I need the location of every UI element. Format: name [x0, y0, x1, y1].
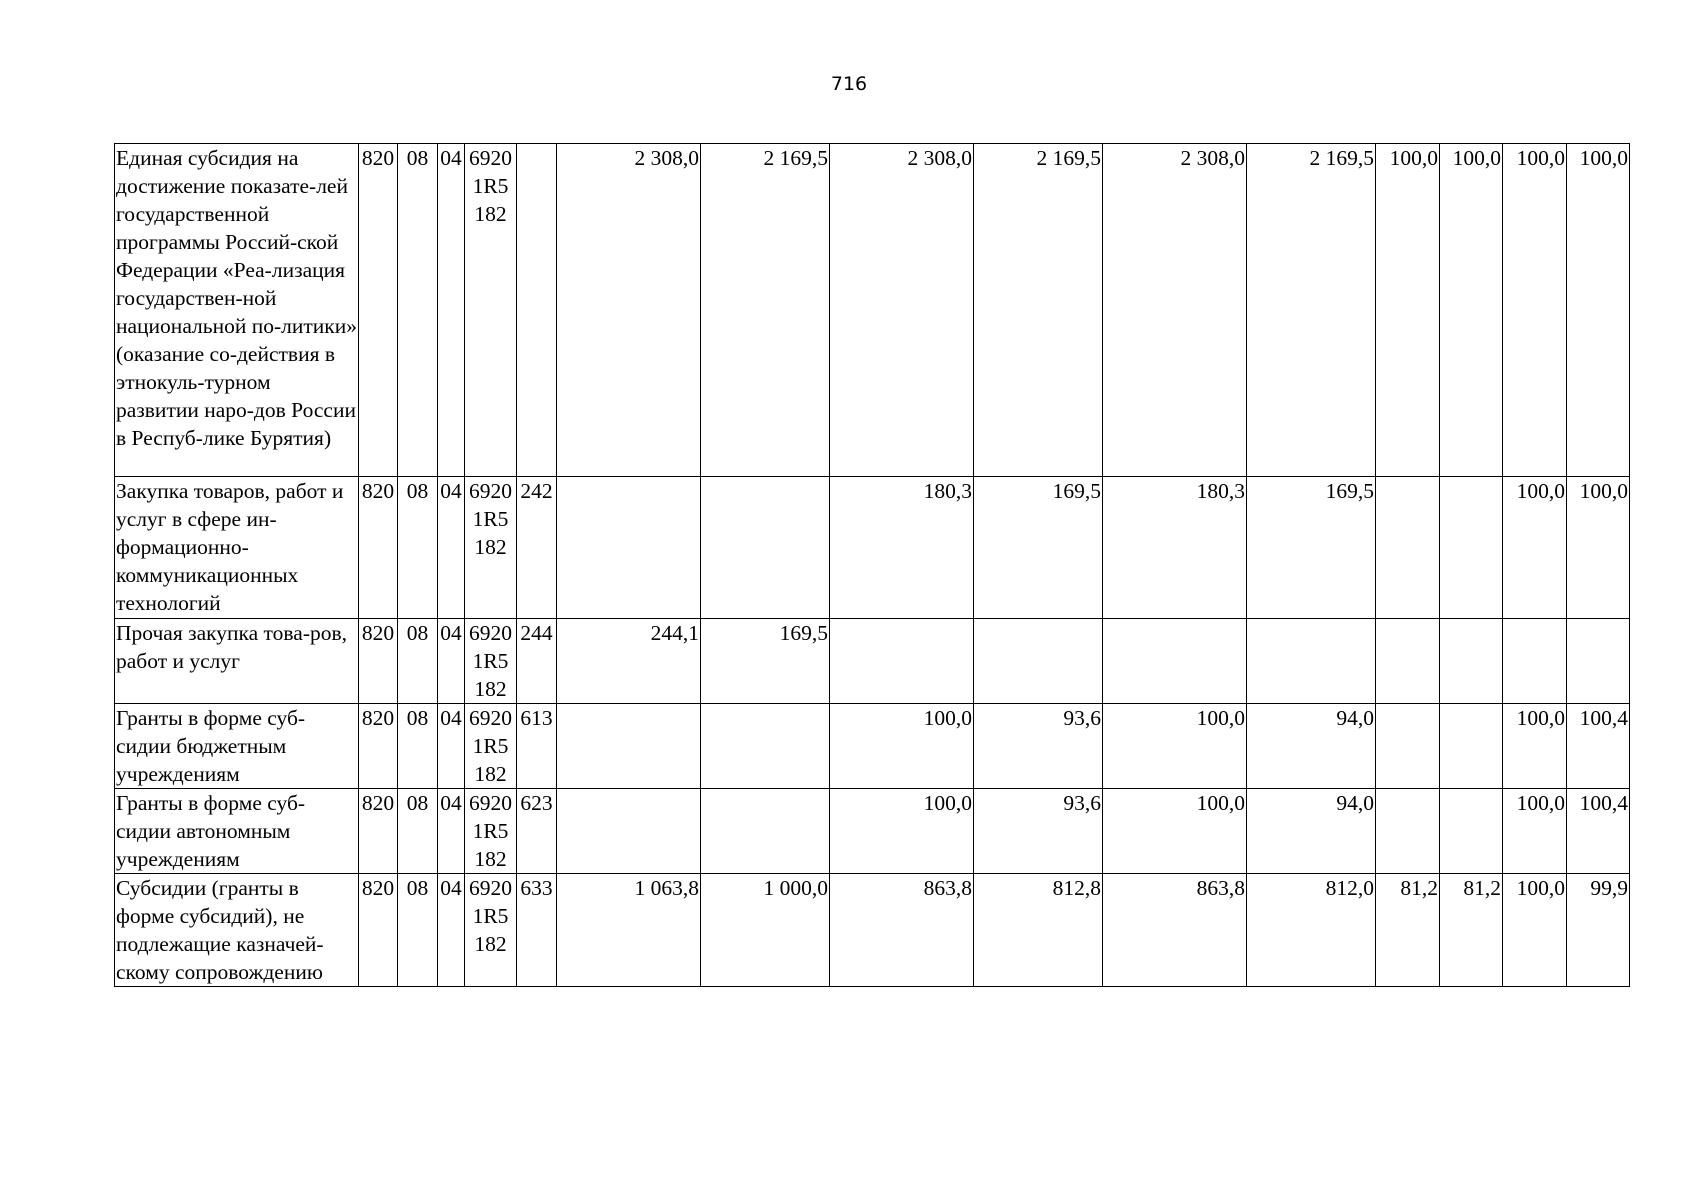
- ved-code-cell: 820: [359, 477, 398, 619]
- value-5-cell: 863,8: [1103, 874, 1247, 987]
- target-article-part: 182: [474, 677, 507, 701]
- percent-4-cell: 99,9: [1567, 874, 1630, 987]
- section-code-cell: 08: [398, 704, 438, 789]
- target-article-part: 1R5: [472, 174, 509, 198]
- value-4-cell: 169,5: [974, 477, 1103, 619]
- row-name-cell: Прочая закупка това-ров, работ и услуг: [115, 619, 359, 704]
- subsection-code-cell: 04: [438, 477, 465, 619]
- value-1-cell: 2 308,0: [557, 144, 701, 477]
- target-article-cell: [465, 477, 517, 619]
- table-row: [115, 619, 1630, 704]
- row-name-cell: Закупка товаров, работ и услуг в сфере ин-формационно-коммуникационных технологий: [115, 477, 359, 619]
- percent-4-cell: 100,0: [1567, 477, 1630, 619]
- row-name-cell: Единая субсидия на достижение показате-лей государственной программы Россий-ской Федерации «Реа-лизация государствен-ной национальной по-литики» (оказание со-действия в этнокуль-турном развитии наро-дов России в Респуб-лике Бурятия): [115, 144, 359, 477]
- table-row: [115, 144, 1630, 477]
- value-2-cell: 169,5: [701, 619, 830, 704]
- value-2-cell: 1 000,0: [701, 874, 830, 987]
- target-article-part: 1R5: [472, 649, 509, 673]
- target-article-cell: [465, 619, 517, 704]
- percent-3-cell: 100,0: [1503, 144, 1567, 477]
- percent-2-cell: 81,2: [1440, 874, 1503, 987]
- table-body: [115, 144, 1630, 987]
- value-6-cell: 812,0: [1247, 874, 1376, 987]
- row-name-cell: Гранты в форме суб-сидии автономным учреждениям: [115, 789, 359, 874]
- expense-type-cell: 613: [517, 704, 557, 789]
- target-article-part: 182: [474, 535, 507, 559]
- percent-3-cell: [1503, 619, 1567, 704]
- percent-1-cell: [1376, 704, 1440, 789]
- percent-1-cell: [1376, 619, 1440, 704]
- percent-4-cell: 100,0: [1567, 144, 1630, 477]
- target-article-part: 182: [474, 202, 507, 226]
- row-name-cell: Гранты в форме суб-сидии бюджетным учреждениям: [115, 704, 359, 789]
- target-article-part: 6920: [469, 479, 512, 503]
- value-3-cell: 100,0: [830, 789, 974, 874]
- target-article-part: 1R5: [472, 734, 509, 758]
- expense-type-cell: 244: [517, 619, 557, 704]
- target-article-part: 6920: [469, 706, 512, 730]
- value-4-cell: 812,8: [974, 874, 1103, 987]
- percent-4-cell: 100,4: [1567, 789, 1630, 874]
- value-6-cell: 94,0: [1247, 704, 1376, 789]
- value-6-cell: 94,0: [1247, 789, 1376, 874]
- row-name-cell: Субсидии (гранты в форме субсидий), не подлежащие казначей-скому сопровождению: [115, 874, 359, 987]
- percent-2-cell: [1440, 789, 1503, 874]
- value-1-cell: [557, 704, 701, 789]
- target-article-cell: [465, 704, 517, 789]
- percent-2-cell: [1440, 619, 1503, 704]
- expense-type-cell: 242: [517, 477, 557, 619]
- percent-4-cell: 100,4: [1567, 704, 1630, 789]
- percent-1-cell: [1376, 789, 1440, 874]
- target-article-part: 1R5: [472, 507, 509, 531]
- subsection-code-cell: 04: [438, 144, 465, 477]
- target-article-part: 6920: [469, 791, 512, 815]
- value-2-cell: [701, 789, 830, 874]
- table-row: [115, 704, 1630, 789]
- target-article-part: 6920: [469, 146, 512, 170]
- value-4-cell: 93,6: [974, 789, 1103, 874]
- subsection-code-cell: 04: [438, 874, 465, 987]
- expense-type-cell: 623: [517, 789, 557, 874]
- table-row: [115, 789, 1630, 874]
- value-3-cell: 2 308,0: [830, 144, 974, 477]
- value-3-cell: [830, 619, 974, 704]
- value-3-cell: 100,0: [830, 704, 974, 789]
- value-1-cell: [557, 477, 701, 619]
- target-article-cell: [465, 874, 517, 987]
- section-code-cell: 08: [398, 477, 438, 619]
- value-5-cell: 180,3: [1103, 477, 1247, 619]
- percent-3-cell: 100,0: [1503, 704, 1567, 789]
- percent-1-cell: 81,2: [1376, 874, 1440, 987]
- percent-2-cell: [1440, 477, 1503, 619]
- value-5-cell: [1103, 619, 1247, 704]
- budget-table: [114, 143, 1630, 987]
- subsection-code-cell: 04: [438, 789, 465, 874]
- ved-code-cell: 820: [359, 789, 398, 874]
- subsection-code-cell: 04: [438, 619, 465, 704]
- target-article-part: 182: [474, 932, 507, 956]
- value-5-cell: 100,0: [1103, 789, 1247, 874]
- percent-4-cell: [1567, 619, 1630, 704]
- section-code-cell: 08: [398, 619, 438, 704]
- value-6-cell: 169,5: [1247, 477, 1376, 619]
- value-3-cell: 863,8: [830, 874, 974, 987]
- percent-1-cell: 100,0: [1376, 144, 1440, 477]
- section-code-cell: 08: [398, 874, 438, 987]
- expense-type-cell: [517, 144, 557, 477]
- value-2-cell: [701, 704, 830, 789]
- section-code-cell: 08: [398, 789, 438, 874]
- target-article-part: 6920: [469, 876, 512, 900]
- target-article-cell: [465, 144, 517, 477]
- ved-code-cell: 820: [359, 874, 398, 987]
- value-5-cell: 2 308,0: [1103, 144, 1247, 477]
- table-row: [115, 477, 1630, 619]
- subsection-code-cell: 04: [438, 704, 465, 789]
- target-article-part: 182: [474, 762, 507, 786]
- page-number: 716: [830, 73, 868, 95]
- value-2-cell: [701, 477, 830, 619]
- ved-code-cell: 820: [359, 704, 398, 789]
- value-6-cell: 2 169,5: [1247, 144, 1376, 477]
- ved-code-cell: 820: [359, 144, 398, 477]
- percent-2-cell: [1440, 704, 1503, 789]
- percent-3-cell: 100,0: [1503, 789, 1567, 874]
- value-6-cell: [1247, 619, 1376, 704]
- value-4-cell: 2 169,5: [974, 144, 1103, 477]
- percent-1-cell: [1376, 477, 1440, 619]
- target-article-part: 182: [474, 847, 507, 871]
- value-1-cell: 244,1: [557, 619, 701, 704]
- value-1-cell: 1 063,8: [557, 874, 701, 987]
- expense-type-cell: 633: [517, 874, 557, 987]
- ved-code-cell: 820: [359, 619, 398, 704]
- value-1-cell: [557, 789, 701, 874]
- value-2-cell: 2 169,5: [701, 144, 830, 477]
- percent-2-cell: 100,0: [1440, 144, 1503, 477]
- value-5-cell: 100,0: [1103, 704, 1247, 789]
- value-3-cell: 180,3: [830, 477, 974, 619]
- value-4-cell: [974, 619, 1103, 704]
- target-article-part: 6920: [469, 621, 512, 645]
- percent-3-cell: 100,0: [1503, 477, 1567, 619]
- target-article-cell: [465, 789, 517, 874]
- table-row: [115, 874, 1630, 987]
- value-4-cell: 93,6: [974, 704, 1103, 789]
- target-article-part: 1R5: [472, 904, 509, 928]
- section-code-cell: 08: [398, 144, 438, 477]
- percent-3-cell: 100,0: [1503, 874, 1567, 987]
- target-article-part: 1R5: [472, 819, 509, 843]
